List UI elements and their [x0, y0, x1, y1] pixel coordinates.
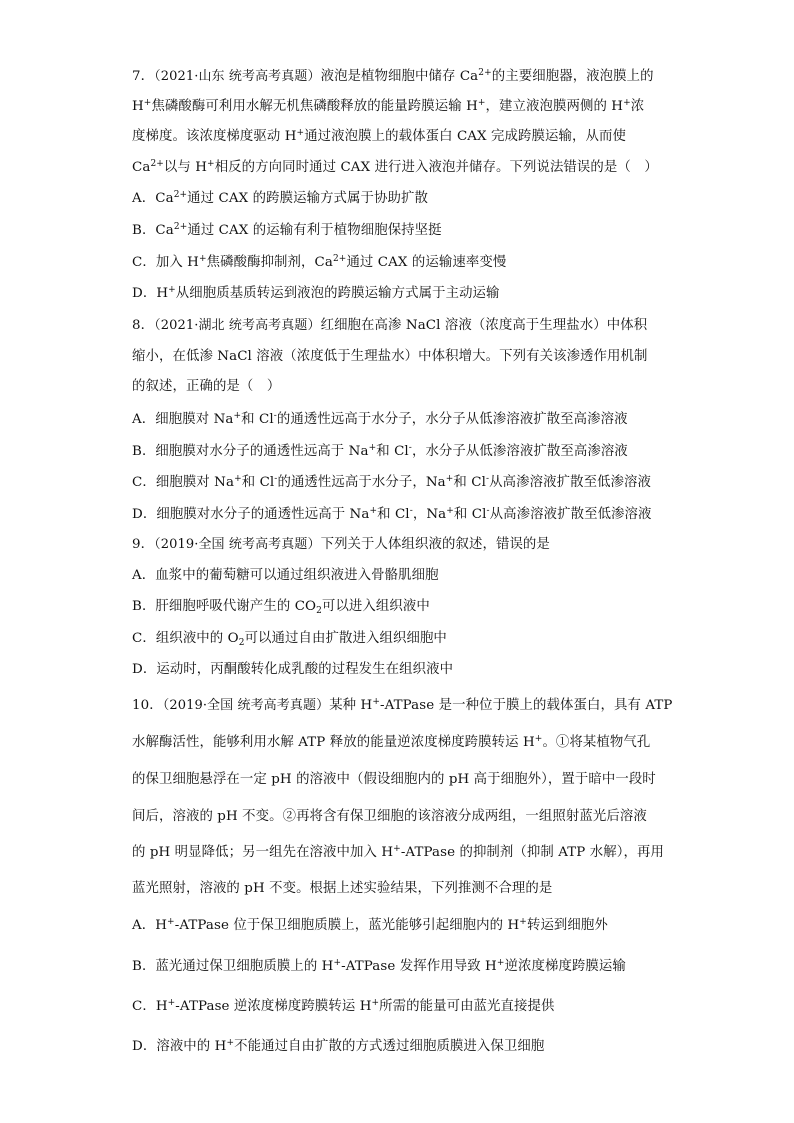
text-segment: 通过 CAX 的运输速率变慢	[346, 255, 507, 270]
text-segment: 和 Cl	[377, 507, 410, 522]
q7-source: （2021·山东 统考高考真题）	[154, 69, 321, 84]
text-segment: 不能通过自由扩散的方式透过细胞质膜进入保卫细胞	[234, 1039, 545, 1054]
text-segment: -ATPase 位于保卫细胞质膜上，蓝光能够引起细胞内的 H	[174, 918, 520, 933]
text-segment: 的叙述，正确的是（ ）	[132, 379, 281, 394]
superscript: +	[477, 98, 486, 108]
q7-stem-line-2	[132, 98, 644, 116]
text-segment: B．蓝光通过保卫细胞质膜上的 H	[132, 959, 334, 974]
q10-number: 10．	[132, 698, 163, 713]
q10-option-d[interactable]	[132, 1038, 544, 1056]
q9-stem-line-1	[132, 536, 550, 554]
superscript: +	[233, 411, 242, 421]
text-segment: 度梯度。该浓度梯度驱动 H	[132, 129, 297, 144]
text-segment: A．细胞膜对 Na	[132, 412, 234, 427]
text-segment: 所需的能量可由蓝光直接提供	[379, 999, 555, 1014]
superscript: +	[445, 474, 454, 484]
text-segment: 浓	[630, 99, 645, 114]
text-segment: 蓝光照射，溶液的 pH 不变。根据上述实验结果，下列推测不合理的是	[132, 881, 553, 896]
superscript: +	[623, 98, 631, 108]
text-segment: 从高渗溶液扩散至低渗溶液	[489, 475, 652, 490]
text-segment: 和 Cl	[453, 475, 486, 490]
superscript: +	[369, 506, 378, 516]
superscript: +	[519, 917, 527, 927]
superscript: +	[446, 506, 454, 516]
text-segment: ，水分子从低渗溶液扩散至高渗溶液	[411, 444, 628, 459]
superscript: 2+	[173, 190, 188, 200]
text-segment: 和 Cl	[241, 475, 275, 490]
q7-option-d[interactable]	[132, 285, 500, 303]
q10-source: （2019·全国 统考高考真题）	[162, 698, 330, 713]
text-segment: -ATPase 的抑制剂（抑制 ATP 水解），再用	[400, 845, 665, 860]
text-segment: D．运动时，丙酮酸转化成乳酸的过程发生在组织液中	[132, 662, 454, 677]
q7-stem-line-4	[132, 159, 658, 177]
superscript: +	[372, 697, 380, 707]
q9-option-d[interactable]	[132, 661, 453, 679]
superscript: -	[273, 411, 277, 421]
superscript: +	[333, 958, 342, 968]
text-segment: ，建立液泡膜两侧的 H	[485, 99, 624, 114]
q9-option-c[interactable]	[132, 630, 447, 648]
superscript: +	[207, 159, 215, 169]
superscript: +	[371, 998, 380, 1008]
text-segment: 某种 H	[329, 698, 373, 713]
text-segment: 通过液泡膜上的载体蛋白 CAX 完成跨膜运输，从而使	[304, 129, 626, 144]
text-segment: 的 pH 明显降低；另一组先在溶液中加入 H	[132, 845, 394, 860]
superscript: +	[234, 474, 242, 484]
text-segment: 和 Cl	[453, 507, 487, 522]
text-segment: -ATPase 是一种位于膜上的载体蛋白，具有 ATP	[379, 698, 673, 713]
text-segment: 的通透性远高于水分子，水分子从低渗溶液扩散至高渗溶液	[276, 412, 628, 427]
q7-option-a[interactable]	[132, 190, 428, 208]
text-segment: 从高渗溶液扩散至低渗溶液	[489, 507, 652, 522]
text-segment: 间后，溶液的 pH 不变。②再将含有保卫细胞的该溶液分成两组，一组照射蓝光后溶液	[132, 809, 647, 824]
q7-stem-line-3	[132, 128, 626, 146]
superscript: +	[198, 254, 207, 264]
text-segment: 焦磷酸酶抑制剂，Ca	[206, 255, 333, 270]
q10-stem-line-4	[132, 808, 647, 826]
q8-option-d[interactable]	[132, 506, 652, 524]
text-segment: C．细胞膜对 Na	[132, 475, 235, 490]
q8-option-c[interactable]	[132, 474, 651, 492]
text-segment: 下列关于人体组织液的叙述，错误的是	[320, 537, 550, 552]
text-segment: 通过 CAX 的运输有利于植物细胞保持坚挺	[187, 223, 442, 238]
text-segment: C．加入 H	[132, 255, 199, 270]
text-segment: B．Ca	[132, 223, 174, 238]
superscript: 2+	[150, 159, 164, 169]
q9-source: （2019·全国 统考高考真题）	[154, 537, 321, 552]
q9-option-b[interactable]	[132, 598, 430, 616]
text-segment: 可以通过自由扩散进入组织细胞中	[244, 631, 447, 646]
text-segment: C．组织液中的 O	[132, 631, 239, 646]
text-segment: 以与 H	[163, 160, 208, 175]
subscript: 2	[316, 606, 322, 616]
text-segment: A．H	[132, 918, 168, 933]
text-segment: 的保卫细胞悬浮在一定 pH 的溶液中（假设细胞内的 pH 高于细胞外），置于暗中一段时	[132, 772, 656, 787]
text-segment: 可以进入组织液中	[321, 599, 430, 614]
superscript: -	[486, 506, 490, 516]
text-segment: Ca	[132, 160, 151, 175]
text-segment: H	[132, 99, 144, 114]
superscript: -	[485, 474, 490, 484]
superscript: +	[168, 285, 176, 295]
superscript: +	[296, 128, 305, 138]
q8-stem-line-1	[132, 317, 647, 335]
q10-stem-line-3	[132, 771, 656, 789]
text-segment: 从细胞质基质转运到液泡的跨膜运输方式属于主动运输	[175, 286, 500, 301]
q7-number: 7．	[132, 69, 155, 84]
text-segment: A．血浆中的葡萄糖可以通过组织液进入骨骼肌细胞	[132, 568, 439, 583]
text-segment: 逆浓度梯度跨膜运输	[504, 959, 626, 974]
superscript: +	[368, 443, 377, 453]
superscript: +	[534, 734, 543, 744]
text-segment: 和 Cl	[376, 444, 409, 459]
superscript: +	[226, 1038, 235, 1048]
text-segment: 的主要细胞器，液泡膜上的	[491, 69, 654, 84]
q8-option-b[interactable]	[132, 443, 628, 461]
text-segment: 缩小，在低渗 NaCl 溶液（浓度低于生理盐水）中体积增大。下列有关该渗透作用机制	[132, 349, 648, 364]
q10-stem-line-5	[132, 844, 664, 862]
text-segment: -ATPase 逆浓度梯度跨膜转运 H	[175, 999, 372, 1014]
text-segment: -ATPase 发挥作用导致 H	[341, 959, 497, 974]
superscript: 2+	[478, 68, 492, 78]
text-segment: D．细胞膜对水分子的通透性远高于 Na	[132, 507, 370, 522]
superscript: -	[409, 506, 413, 516]
text-segment: D．溶液中的 H	[132, 1039, 227, 1054]
q8-stem-line-3	[132, 378, 280, 396]
text-segment: ，Na	[412, 507, 447, 522]
text-segment: 液泡是植物细胞中储存 Ca	[320, 69, 479, 84]
text-segment: A．Ca	[132, 191, 174, 206]
superscript: +	[167, 998, 176, 1008]
text-segment: 通过 CAX 的跨膜运输方式属于协助扩散	[187, 191, 428, 206]
q9-number: 9．	[132, 537, 155, 552]
q10-option-a[interactable]	[132, 917, 608, 935]
text-segment: 红细胞在高渗 NaCl 溶液（浓度高于生理盐水）中体积	[320, 318, 648, 333]
superscript: +	[143, 98, 152, 108]
text-segment: C．H	[132, 999, 168, 1014]
q10-stem-line-6	[132, 880, 552, 898]
q10-option-c[interactable]	[132, 998, 555, 1016]
q10-stem-line-2	[132, 734, 650, 752]
superscript: +	[496, 958, 505, 968]
q7-option-c[interactable]	[132, 254, 506, 272]
superscript: +	[393, 844, 401, 854]
q9-option-a[interactable]	[132, 567, 439, 585]
text-segment: 焦磷酸酶可利用水解无机焦磷酸释放的能量跨膜运输 H	[151, 99, 478, 114]
q8-source: （2021·湖北 统考高考真题）	[154, 318, 321, 333]
text-segment: 的通透性远高于水分子，Na	[277, 475, 446, 490]
q8-number: 8．	[132, 318, 155, 333]
superscript: -	[408, 443, 412, 453]
q7-stem-line-1	[132, 68, 654, 86]
superscript: +	[167, 917, 175, 927]
superscript: 2+	[332, 254, 347, 264]
text-segment: 转运到细胞外	[526, 918, 608, 933]
q10-option-b[interactable]	[132, 958, 626, 976]
q10-stem-line-1	[132, 697, 673, 715]
superscript: 2+	[173, 222, 188, 232]
subscript: 2	[238, 638, 245, 648]
q7-option-b[interactable]	[132, 222, 442, 240]
text-segment: 相反的方向同时通过 CAX 进行进入液泡并储存。下列说法错误的是（ ）	[214, 160, 658, 175]
text-segment: D．H	[132, 286, 169, 301]
text-segment: 和 Cl	[241, 412, 274, 427]
q8-option-a[interactable]	[132, 411, 628, 429]
superscript: -	[274, 474, 278, 484]
text-segment: 。①将某植物气孔	[542, 735, 651, 750]
text-segment: 水解酶活性，能够利用水解 ATP 释放的能量逆浓度梯度跨膜转运 H	[132, 735, 535, 750]
q8-stem-line-2	[132, 348, 648, 366]
text-segment: B．细胞膜对水分子的通透性远高于 Na	[132, 444, 369, 459]
text-segment: B．肝细胞呼吸代谢产生的 CO	[132, 599, 317, 614]
